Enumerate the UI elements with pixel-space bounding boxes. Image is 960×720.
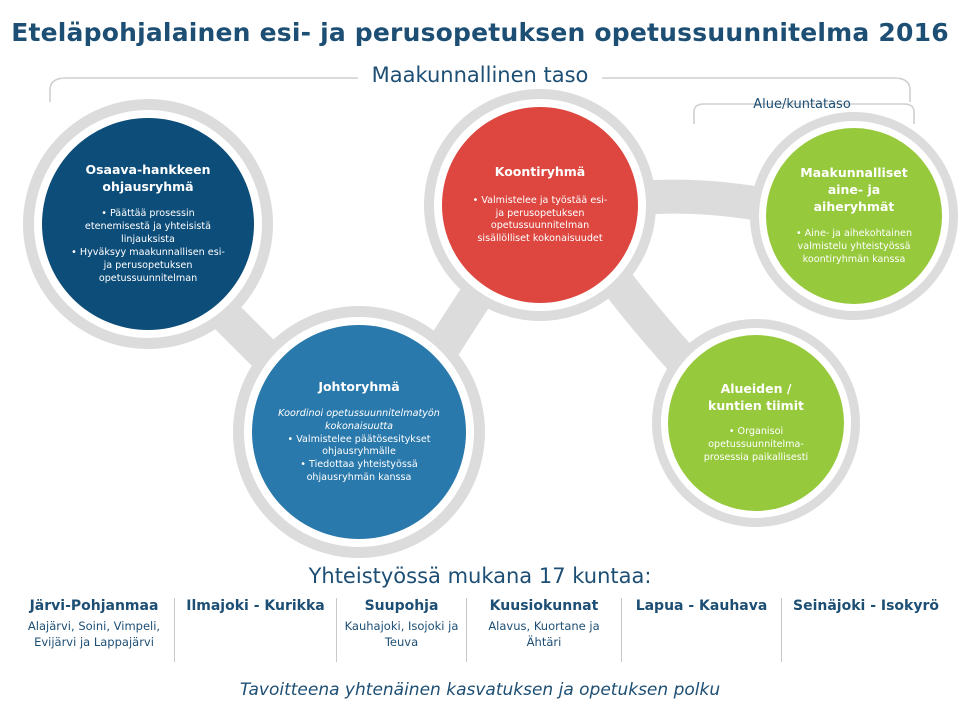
region-name: Kuusiokunnat (489, 598, 599, 614)
collaboration-title: Yhteistyössä mukana 17 kuntaa: (308, 564, 652, 588)
region-item (781, 598, 950, 662)
johto-intro: Koordinoi opetussuunnitelmatyön kokonaisuutta (278, 407, 440, 432)
osaava-title: Osaava-hankkeen ohjausryhmä (85, 162, 211, 195)
region-item (466, 598, 621, 662)
region-towns: Kauhajoki, Isojoki ja Teuva (344, 619, 459, 650)
alue-bullet: • Organisoi opetussuunnitelma-prosessia paikallisesti (703, 426, 809, 464)
regions-list (14, 598, 950, 662)
area-level-label: Alue/kuntataso (753, 97, 851, 112)
region-name: Järvi-Pohjanmaa (29, 598, 159, 614)
johto-bullet: • Valmistelee päätösesitykset ohjausryhmälle (287, 433, 431, 458)
region-name: Seinäjoki - Isokyrö (793, 598, 939, 614)
region-towns: Alavus, Kuortane ja Ähtäri (488, 619, 600, 650)
johtoryhma-group (252, 325, 466, 539)
regional-level-label: Maakunnallinen taso (0, 63, 960, 87)
subject-groups (766, 128, 942, 304)
osaava-bullet: • Päättää prosessin etenemisestä ja yhteisistä linjauksista (84, 208, 212, 245)
municipal-teams (668, 335, 844, 511)
goal-statement: Tavoitteena yhtenäinen kasvatuksen ja opetuksen polku (239, 680, 721, 700)
koonti-title: Koontiryhmä (494, 163, 586, 179)
osaava-steering-group (42, 118, 254, 330)
page-title: Eteläpohjalainen esi- ja perusopetuksen opetussuunnitelma 2016 (11, 18, 949, 47)
johto-title: Johtoryhmä (318, 378, 400, 394)
maak-title: Maakunnalliset aine- ja aiheryhmät (800, 165, 908, 215)
alue-title: Alueiden / kuntien tiimit (708, 380, 804, 413)
osaava-bullet: • Hyväksyy maakunnallisen esi- ja perusopetuksen opetussuunnitelman (71, 246, 225, 284)
region-item (336, 598, 466, 662)
region-item (621, 598, 781, 662)
koontiryhma-group (442, 107, 638, 303)
koonti-bullet: • Valmistelee ja työstää esi- ja perusopetuksen opetussuunnitelman sisällölliset kokonaisuudet (472, 194, 608, 245)
johto-bullet: • Tiedottaa yhteistyössä ohjausryhmän kanssa (300, 459, 418, 484)
region-towns: Alajärvi, Soini, Vimpeli, Evijärvi ja Lappajärvi (27, 619, 161, 650)
region-name: Suupohja (364, 598, 439, 614)
region-name: Ilmajoki - Kurikka (186, 598, 325, 614)
region-item (174, 598, 336, 662)
region-item (14, 598, 174, 662)
maak-bullet: • Aine- ja aihekohtainen valmistelu yhteistyössä koontiryhmän kanssa (795, 227, 913, 265)
region-name: Lapua - Kauhava (635, 598, 768, 614)
